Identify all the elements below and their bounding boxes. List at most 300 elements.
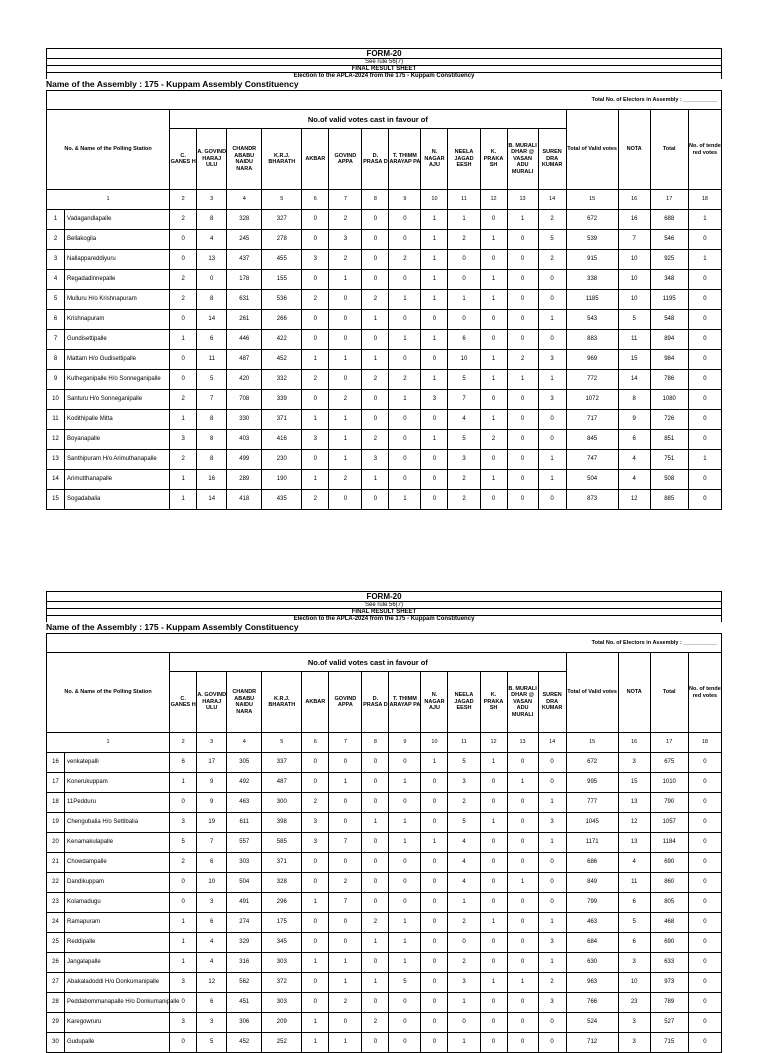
vote-cell: 339 bbox=[262, 390, 302, 410]
vote-cell: 7 bbox=[329, 833, 362, 853]
vote-cell: 1 bbox=[329, 270, 362, 290]
vote-cell: 1 bbox=[538, 450, 566, 470]
valid-votes-header: No.of valid votes cast in favour of bbox=[170, 110, 566, 129]
table-row bbox=[47, 310, 722, 330]
vote-cell: 5 bbox=[448, 370, 480, 390]
vote-cell: 3 bbox=[170, 813, 197, 833]
vote-cell: 0 bbox=[538, 330, 566, 350]
vote-cell: 0 bbox=[688, 430, 721, 450]
vote-cell: 0 bbox=[302, 773, 329, 793]
vote-cell: 675 bbox=[650, 753, 688, 773]
vote-cell: 1 bbox=[480, 813, 507, 833]
vote-cell: 0 bbox=[362, 1033, 389, 1053]
vote-cell: 1 bbox=[362, 470, 389, 490]
vote-cell: 0 bbox=[362, 490, 389, 510]
vote-cell: 13 bbox=[618, 833, 650, 853]
vote-cell: 5 bbox=[197, 1033, 227, 1053]
election-title: Election to the APLA-2024 from the 175 - Kuppam Constituency bbox=[46, 615, 722, 622]
station-name: venkatepalli bbox=[65, 753, 170, 773]
vote-cell: 1 bbox=[538, 310, 566, 330]
vote-cell: 0 bbox=[389, 410, 421, 430]
vote-cell: 303 bbox=[262, 993, 302, 1013]
candidate-header: N. NAGAR AJU bbox=[421, 672, 448, 733]
total-valid-header: Total of Valid votes bbox=[566, 653, 618, 733]
vote-cell: 16 bbox=[618, 210, 650, 230]
vote-cell: 3 bbox=[538, 390, 566, 410]
vote-cell: 2 bbox=[329, 390, 362, 410]
vote-cell: 0 bbox=[302, 390, 329, 410]
vote-cell: 1 bbox=[302, 1033, 329, 1053]
vote-cell: 345 bbox=[262, 933, 302, 953]
vote-cell: 1 bbox=[538, 953, 566, 973]
vote-cell: 14 bbox=[618, 370, 650, 390]
total-header: Total bbox=[650, 110, 688, 190]
vote-cell: 3 bbox=[302, 250, 329, 270]
vote-cell: 316 bbox=[227, 953, 262, 973]
vote-cell: 10 bbox=[197, 873, 227, 893]
vote-cell: 303 bbox=[262, 953, 302, 973]
vote-cell: 5 bbox=[538, 230, 566, 250]
station-number: 24 bbox=[47, 913, 65, 933]
vote-cell: 0 bbox=[538, 430, 566, 450]
column-number: 5 bbox=[262, 733, 302, 753]
vote-cell: 883 bbox=[566, 330, 618, 350]
vote-cell: 2 bbox=[480, 430, 507, 450]
vote-cell: 527 bbox=[650, 1013, 688, 1033]
vote-cell: 0 bbox=[480, 210, 507, 230]
column-number: 11 bbox=[448, 190, 480, 210]
total-header: Total bbox=[650, 653, 688, 733]
vote-cell: 1 bbox=[170, 913, 197, 933]
vote-cell: 209 bbox=[262, 1013, 302, 1033]
vote-cell: 0 bbox=[329, 310, 362, 330]
vote-cell: 3 bbox=[538, 350, 566, 370]
vote-cell: 1 bbox=[389, 330, 421, 350]
table-row bbox=[47, 773, 722, 793]
station-name: Sogadabalia bbox=[65, 490, 170, 510]
table-row bbox=[47, 430, 722, 450]
vote-cell: 6 bbox=[618, 893, 650, 913]
vote-cell: 0 bbox=[421, 853, 448, 873]
vote-cell: 726 bbox=[650, 410, 688, 430]
vote-cell: 2 bbox=[170, 210, 197, 230]
vote-cell: 1 bbox=[448, 1033, 480, 1053]
vote-cell: 0 bbox=[421, 793, 448, 813]
vote-cell: 303 bbox=[227, 853, 262, 873]
vote-cell: 0 bbox=[302, 933, 329, 953]
vote-cell: 1 bbox=[507, 973, 538, 993]
vote-cell: 885 bbox=[650, 490, 688, 510]
vote-cell: 0 bbox=[480, 450, 507, 470]
vote-cell: 305 bbox=[227, 753, 262, 773]
candidate-header: N. NAGAR AJU bbox=[421, 129, 448, 190]
table-row bbox=[47, 270, 722, 290]
vote-cell: 2 bbox=[362, 913, 389, 933]
vote-cell: 1 bbox=[421, 270, 448, 290]
station-name: Chengubalia H/o Settibalia bbox=[65, 813, 170, 833]
vote-cell: 1 bbox=[389, 773, 421, 793]
vote-cell: 1 bbox=[170, 470, 197, 490]
vote-cell: 0 bbox=[362, 330, 389, 350]
station-number: 30 bbox=[47, 1033, 65, 1053]
vote-cell: 0 bbox=[329, 793, 362, 813]
vote-cell: 0 bbox=[480, 793, 507, 813]
vote-cell: 0 bbox=[480, 773, 507, 793]
column-number: 16 bbox=[618, 190, 650, 210]
vote-cell: 0 bbox=[688, 310, 721, 330]
vote-cell: 2 bbox=[170, 853, 197, 873]
column-number: 10 bbox=[421, 190, 448, 210]
vote-cell: 0 bbox=[170, 350, 197, 370]
vote-cell: 252 bbox=[262, 1033, 302, 1053]
column-number: 4 bbox=[227, 190, 262, 210]
vote-cell: 1 bbox=[170, 773, 197, 793]
vote-cell: 0 bbox=[170, 993, 197, 1013]
vote-cell: 1 bbox=[538, 793, 566, 813]
table-row bbox=[47, 350, 722, 370]
vote-cell: 0 bbox=[389, 1013, 421, 1033]
vote-cell: 2 bbox=[507, 350, 538, 370]
vote-cell: 0 bbox=[329, 933, 362, 953]
vote-cell: 0 bbox=[362, 773, 389, 793]
vote-cell: 0 bbox=[421, 953, 448, 973]
vote-cell: 0 bbox=[688, 350, 721, 370]
vote-cell: 0 bbox=[688, 490, 721, 510]
vote-cell: 0 bbox=[688, 753, 721, 773]
table-row bbox=[47, 490, 722, 510]
station-name: Karegowruru bbox=[65, 1013, 170, 1033]
vote-cell: 0 bbox=[170, 793, 197, 813]
table-row bbox=[47, 330, 722, 350]
table-row bbox=[47, 913, 722, 933]
station-number: 14 bbox=[47, 470, 65, 490]
vote-cell: 0 bbox=[507, 330, 538, 350]
vote-cell: 1 bbox=[421, 290, 448, 310]
vote-cell: 4 bbox=[197, 953, 227, 973]
vote-cell: 0 bbox=[170, 893, 197, 913]
vote-cell: 5 bbox=[448, 813, 480, 833]
vote-cell: 14 bbox=[197, 310, 227, 330]
vote-cell: 451 bbox=[227, 993, 262, 1013]
vote-cell: 0 bbox=[329, 330, 362, 350]
vote-cell: 2 bbox=[302, 793, 329, 813]
results-table bbox=[46, 90, 722, 510]
vote-cell: 708 bbox=[227, 390, 262, 410]
table-row bbox=[47, 410, 722, 430]
station-name: Arimutthanapalle bbox=[65, 470, 170, 490]
table-row bbox=[47, 290, 722, 310]
column-number: 3 bbox=[197, 190, 227, 210]
vote-cell: 0 bbox=[362, 250, 389, 270]
vote-cell: 1 bbox=[421, 210, 448, 230]
electors-label: Total No. of Electors in Assembly : ___________ bbox=[47, 91, 722, 110]
table-row bbox=[47, 933, 722, 953]
vote-cell: 8 bbox=[197, 290, 227, 310]
vote-cell: 995 bbox=[566, 773, 618, 793]
vote-cell: 7 bbox=[329, 893, 362, 913]
vote-cell: 1 bbox=[448, 893, 480, 913]
vote-cell: 1 bbox=[448, 210, 480, 230]
vote-cell: 2 bbox=[170, 450, 197, 470]
table-row bbox=[47, 813, 722, 833]
column-number: 8 bbox=[362, 733, 389, 753]
vote-cell: 2 bbox=[329, 993, 362, 1013]
valid-votes-header: No.of valid votes cast in favour of bbox=[170, 653, 566, 672]
vote-cell: 10 bbox=[618, 250, 650, 270]
vote-cell: 0 bbox=[507, 390, 538, 410]
vote-cell: 3 bbox=[448, 773, 480, 793]
vote-cell: 10 bbox=[618, 973, 650, 993]
station-name: Santuru H/o Sonneganipalle bbox=[65, 390, 170, 410]
station-name: Dandikuppam bbox=[65, 873, 170, 893]
station-name: 11Pedduru bbox=[65, 793, 170, 813]
vote-cell: 0 bbox=[688, 290, 721, 310]
table-row bbox=[47, 753, 722, 773]
vote-cell: 1 bbox=[389, 390, 421, 410]
vote-cell: 0 bbox=[507, 1033, 538, 1053]
candidate-header: D. PRASA D bbox=[362, 129, 389, 190]
station-name: Nallappareddiyuru bbox=[65, 250, 170, 270]
vote-cell: 0 bbox=[170, 1033, 197, 1053]
vote-cell: 557 bbox=[227, 833, 262, 853]
vote-cell: 1 bbox=[538, 833, 566, 853]
vote-cell: 546 bbox=[650, 230, 688, 250]
vote-cell: 0 bbox=[170, 230, 197, 250]
table-row bbox=[47, 893, 722, 913]
vote-cell: 2 bbox=[302, 490, 329, 510]
vote-cell: 789 bbox=[650, 993, 688, 1013]
vote-cell: 10 bbox=[618, 290, 650, 310]
vote-cell: 12 bbox=[618, 813, 650, 833]
vote-cell: 4 bbox=[197, 933, 227, 953]
candidate-header: T. THIMM ARAYAP PA bbox=[389, 129, 421, 190]
vote-cell: 6 bbox=[618, 430, 650, 450]
candidate-header: K.R.J. BHARATH bbox=[262, 129, 302, 190]
vote-cell: 0 bbox=[329, 853, 362, 873]
column-number: 11 bbox=[448, 733, 480, 753]
candidate-header: SUREN DRA KUMAR bbox=[538, 129, 566, 190]
vote-cell: 1 bbox=[538, 370, 566, 390]
vote-cell: 1 bbox=[480, 973, 507, 993]
vote-cell: 5 bbox=[170, 833, 197, 853]
station-number: 1 bbox=[47, 210, 65, 230]
vote-cell: 6 bbox=[197, 913, 227, 933]
candidate-header: K.R.J. BHARATH bbox=[262, 672, 302, 733]
vote-cell: 6 bbox=[618, 933, 650, 953]
station-name: Bellakogila bbox=[65, 230, 170, 250]
station-name: Kutheganipalle H/o Sonneganipalle bbox=[65, 370, 170, 390]
vote-cell: 1 bbox=[389, 290, 421, 310]
vote-cell: 274 bbox=[227, 913, 262, 933]
vote-cell: 508 bbox=[650, 470, 688, 490]
vote-cell: 11 bbox=[618, 873, 650, 893]
vote-cell: 690 bbox=[650, 933, 688, 953]
vote-cell: 0 bbox=[421, 1033, 448, 1053]
form-title: FORM-20 bbox=[46, 48, 722, 58]
vote-cell: 463 bbox=[566, 913, 618, 933]
vote-cell: 296 bbox=[262, 893, 302, 913]
column-number: 18 bbox=[688, 733, 721, 753]
station-number: 7 bbox=[47, 330, 65, 350]
vote-cell: 672 bbox=[566, 210, 618, 230]
vote-cell: 0 bbox=[688, 330, 721, 350]
vote-cell: 2 bbox=[538, 210, 566, 230]
vote-cell: 0 bbox=[421, 450, 448, 470]
vote-cell: 0 bbox=[688, 390, 721, 410]
candidate-header: C. GANES H bbox=[170, 672, 197, 733]
vote-cell: 0 bbox=[480, 330, 507, 350]
column-number: 9 bbox=[389, 190, 421, 210]
election-title: Election to the APLA-2024 from the 175 - Kuppam Constituency bbox=[46, 72, 722, 79]
vote-cell: 1 bbox=[480, 470, 507, 490]
vote-cell: 0 bbox=[362, 833, 389, 853]
candidate-header: CHANDR ABABU NAIDU NARA bbox=[227, 129, 262, 190]
vote-cell: 0 bbox=[302, 210, 329, 230]
vote-cell: 1 bbox=[688, 210, 721, 230]
vote-cell: 0 bbox=[329, 490, 362, 510]
table-row bbox=[47, 390, 722, 410]
vote-cell: 468 bbox=[650, 913, 688, 933]
vote-cell: 0 bbox=[507, 270, 538, 290]
station-name: Chowdampalle bbox=[65, 853, 170, 873]
vote-cell: 463 bbox=[227, 793, 262, 813]
vote-cell: 8 bbox=[618, 390, 650, 410]
vote-cell: 585 bbox=[262, 833, 302, 853]
column-number: 6 bbox=[302, 190, 329, 210]
vote-cell: 1 bbox=[448, 993, 480, 1013]
vote-cell: 0 bbox=[421, 893, 448, 913]
vote-cell: 10 bbox=[448, 350, 480, 370]
vote-cell: 1 bbox=[688, 450, 721, 470]
vote-cell: 1072 bbox=[566, 390, 618, 410]
vote-cell: 418 bbox=[227, 490, 262, 510]
vote-cell: 1045 bbox=[566, 813, 618, 833]
vote-cell: 289 bbox=[227, 470, 262, 490]
vote-cell: 3 bbox=[170, 973, 197, 993]
vote-cell: 4 bbox=[618, 853, 650, 873]
table-row bbox=[47, 993, 722, 1013]
tendered-header: No. of tende red votes bbox=[688, 653, 721, 733]
vote-cell: 0 bbox=[507, 913, 538, 933]
vote-cell: 2 bbox=[362, 1013, 389, 1033]
vote-cell: 786 bbox=[650, 370, 688, 390]
vote-cell: 0 bbox=[480, 1013, 507, 1033]
vote-cell: 403 bbox=[227, 430, 262, 450]
vote-cell: 0 bbox=[197, 270, 227, 290]
vote-cell: 2 bbox=[448, 230, 480, 250]
vote-cell: 0 bbox=[688, 470, 721, 490]
vote-cell: 499 bbox=[227, 450, 262, 470]
vote-cell: 3 bbox=[538, 813, 566, 833]
table-row bbox=[47, 230, 722, 250]
vote-cell: 1 bbox=[329, 973, 362, 993]
vote-cell: 0 bbox=[389, 210, 421, 230]
vote-cell: 1 bbox=[538, 913, 566, 933]
vote-cell: 9 bbox=[197, 793, 227, 813]
vote-cell: 1 bbox=[480, 270, 507, 290]
vote-cell: 371 bbox=[262, 410, 302, 430]
vote-cell: 0 bbox=[480, 953, 507, 973]
vote-cell: 5 bbox=[448, 753, 480, 773]
vote-cell: 0 bbox=[688, 953, 721, 973]
station-number: 28 bbox=[47, 993, 65, 1013]
vote-cell: 452 bbox=[262, 350, 302, 370]
vote-cell: 190 bbox=[262, 470, 302, 490]
vote-cell: 2 bbox=[538, 973, 566, 993]
vote-cell: 0 bbox=[362, 873, 389, 893]
vote-cell: 0 bbox=[362, 993, 389, 1013]
vote-cell: 487 bbox=[227, 350, 262, 370]
vote-cell: 1 bbox=[480, 370, 507, 390]
vote-cell: 0 bbox=[448, 310, 480, 330]
vote-cell: 175 bbox=[262, 913, 302, 933]
vote-cell: 4 bbox=[448, 410, 480, 430]
vote-cell: 155 bbox=[262, 270, 302, 290]
column-number: 8 bbox=[362, 190, 389, 210]
vote-cell: 1 bbox=[329, 1033, 362, 1053]
vote-cell: 1 bbox=[362, 973, 389, 993]
station-name: Mulluru H/o Krishnapuram bbox=[65, 290, 170, 310]
station-name: Kenamakulapalle bbox=[65, 833, 170, 853]
vote-cell: 0 bbox=[389, 793, 421, 813]
vote-cell: 3 bbox=[302, 430, 329, 450]
candidate-header: K. PRAKA SH bbox=[480, 129, 507, 190]
vote-cell: 0 bbox=[688, 370, 721, 390]
vote-cell: 0 bbox=[507, 230, 538, 250]
vote-cell: 0 bbox=[688, 793, 721, 813]
assembly-name: Name of the Assembly : 175 - Kuppam Assembly Constituency bbox=[46, 79, 299, 89]
vote-cell: 3 bbox=[197, 893, 227, 913]
vote-cell: 337 bbox=[262, 753, 302, 773]
vote-cell: 1 bbox=[389, 953, 421, 973]
vote-cell: 805 bbox=[650, 893, 688, 913]
vote-cell: 0 bbox=[362, 410, 389, 430]
vote-cell: 539 bbox=[566, 230, 618, 250]
column-number: 1 bbox=[47, 190, 170, 210]
vote-cell: 0 bbox=[480, 893, 507, 913]
vote-cell: 1 bbox=[362, 350, 389, 370]
station-name: Krishnapuram bbox=[65, 310, 170, 330]
vote-cell: 0 bbox=[688, 270, 721, 290]
candidate-header: NEELA JAGAD EESH bbox=[448, 129, 480, 190]
vote-cell: 851 bbox=[650, 430, 688, 450]
vote-cell: 7 bbox=[618, 230, 650, 250]
vote-cell: 0 bbox=[538, 410, 566, 430]
vote-cell: 0 bbox=[448, 933, 480, 953]
column-number: 1 bbox=[47, 733, 170, 753]
vote-cell: 7 bbox=[448, 390, 480, 410]
column-number: 12 bbox=[480, 190, 507, 210]
table-row bbox=[47, 250, 722, 270]
vote-cell: 8 bbox=[197, 450, 227, 470]
vote-cell: 0 bbox=[480, 853, 507, 873]
vote-cell: 0 bbox=[507, 310, 538, 330]
vote-cell: 0 bbox=[421, 310, 448, 330]
vote-cell: 0 bbox=[362, 953, 389, 973]
vote-cell: 2 bbox=[389, 370, 421, 390]
station-number: 27 bbox=[47, 973, 65, 993]
vote-cell: 0 bbox=[421, 873, 448, 893]
vote-cell: 0 bbox=[480, 833, 507, 853]
vote-cell: 178 bbox=[227, 270, 262, 290]
vote-cell: 1 bbox=[302, 350, 329, 370]
vote-cell: 0 bbox=[389, 1033, 421, 1053]
vote-cell: 0 bbox=[302, 450, 329, 470]
vote-cell: 3 bbox=[448, 973, 480, 993]
vote-cell: 0 bbox=[421, 1013, 448, 1033]
vote-cell: 5 bbox=[197, 370, 227, 390]
vote-cell: 747 bbox=[566, 450, 618, 470]
